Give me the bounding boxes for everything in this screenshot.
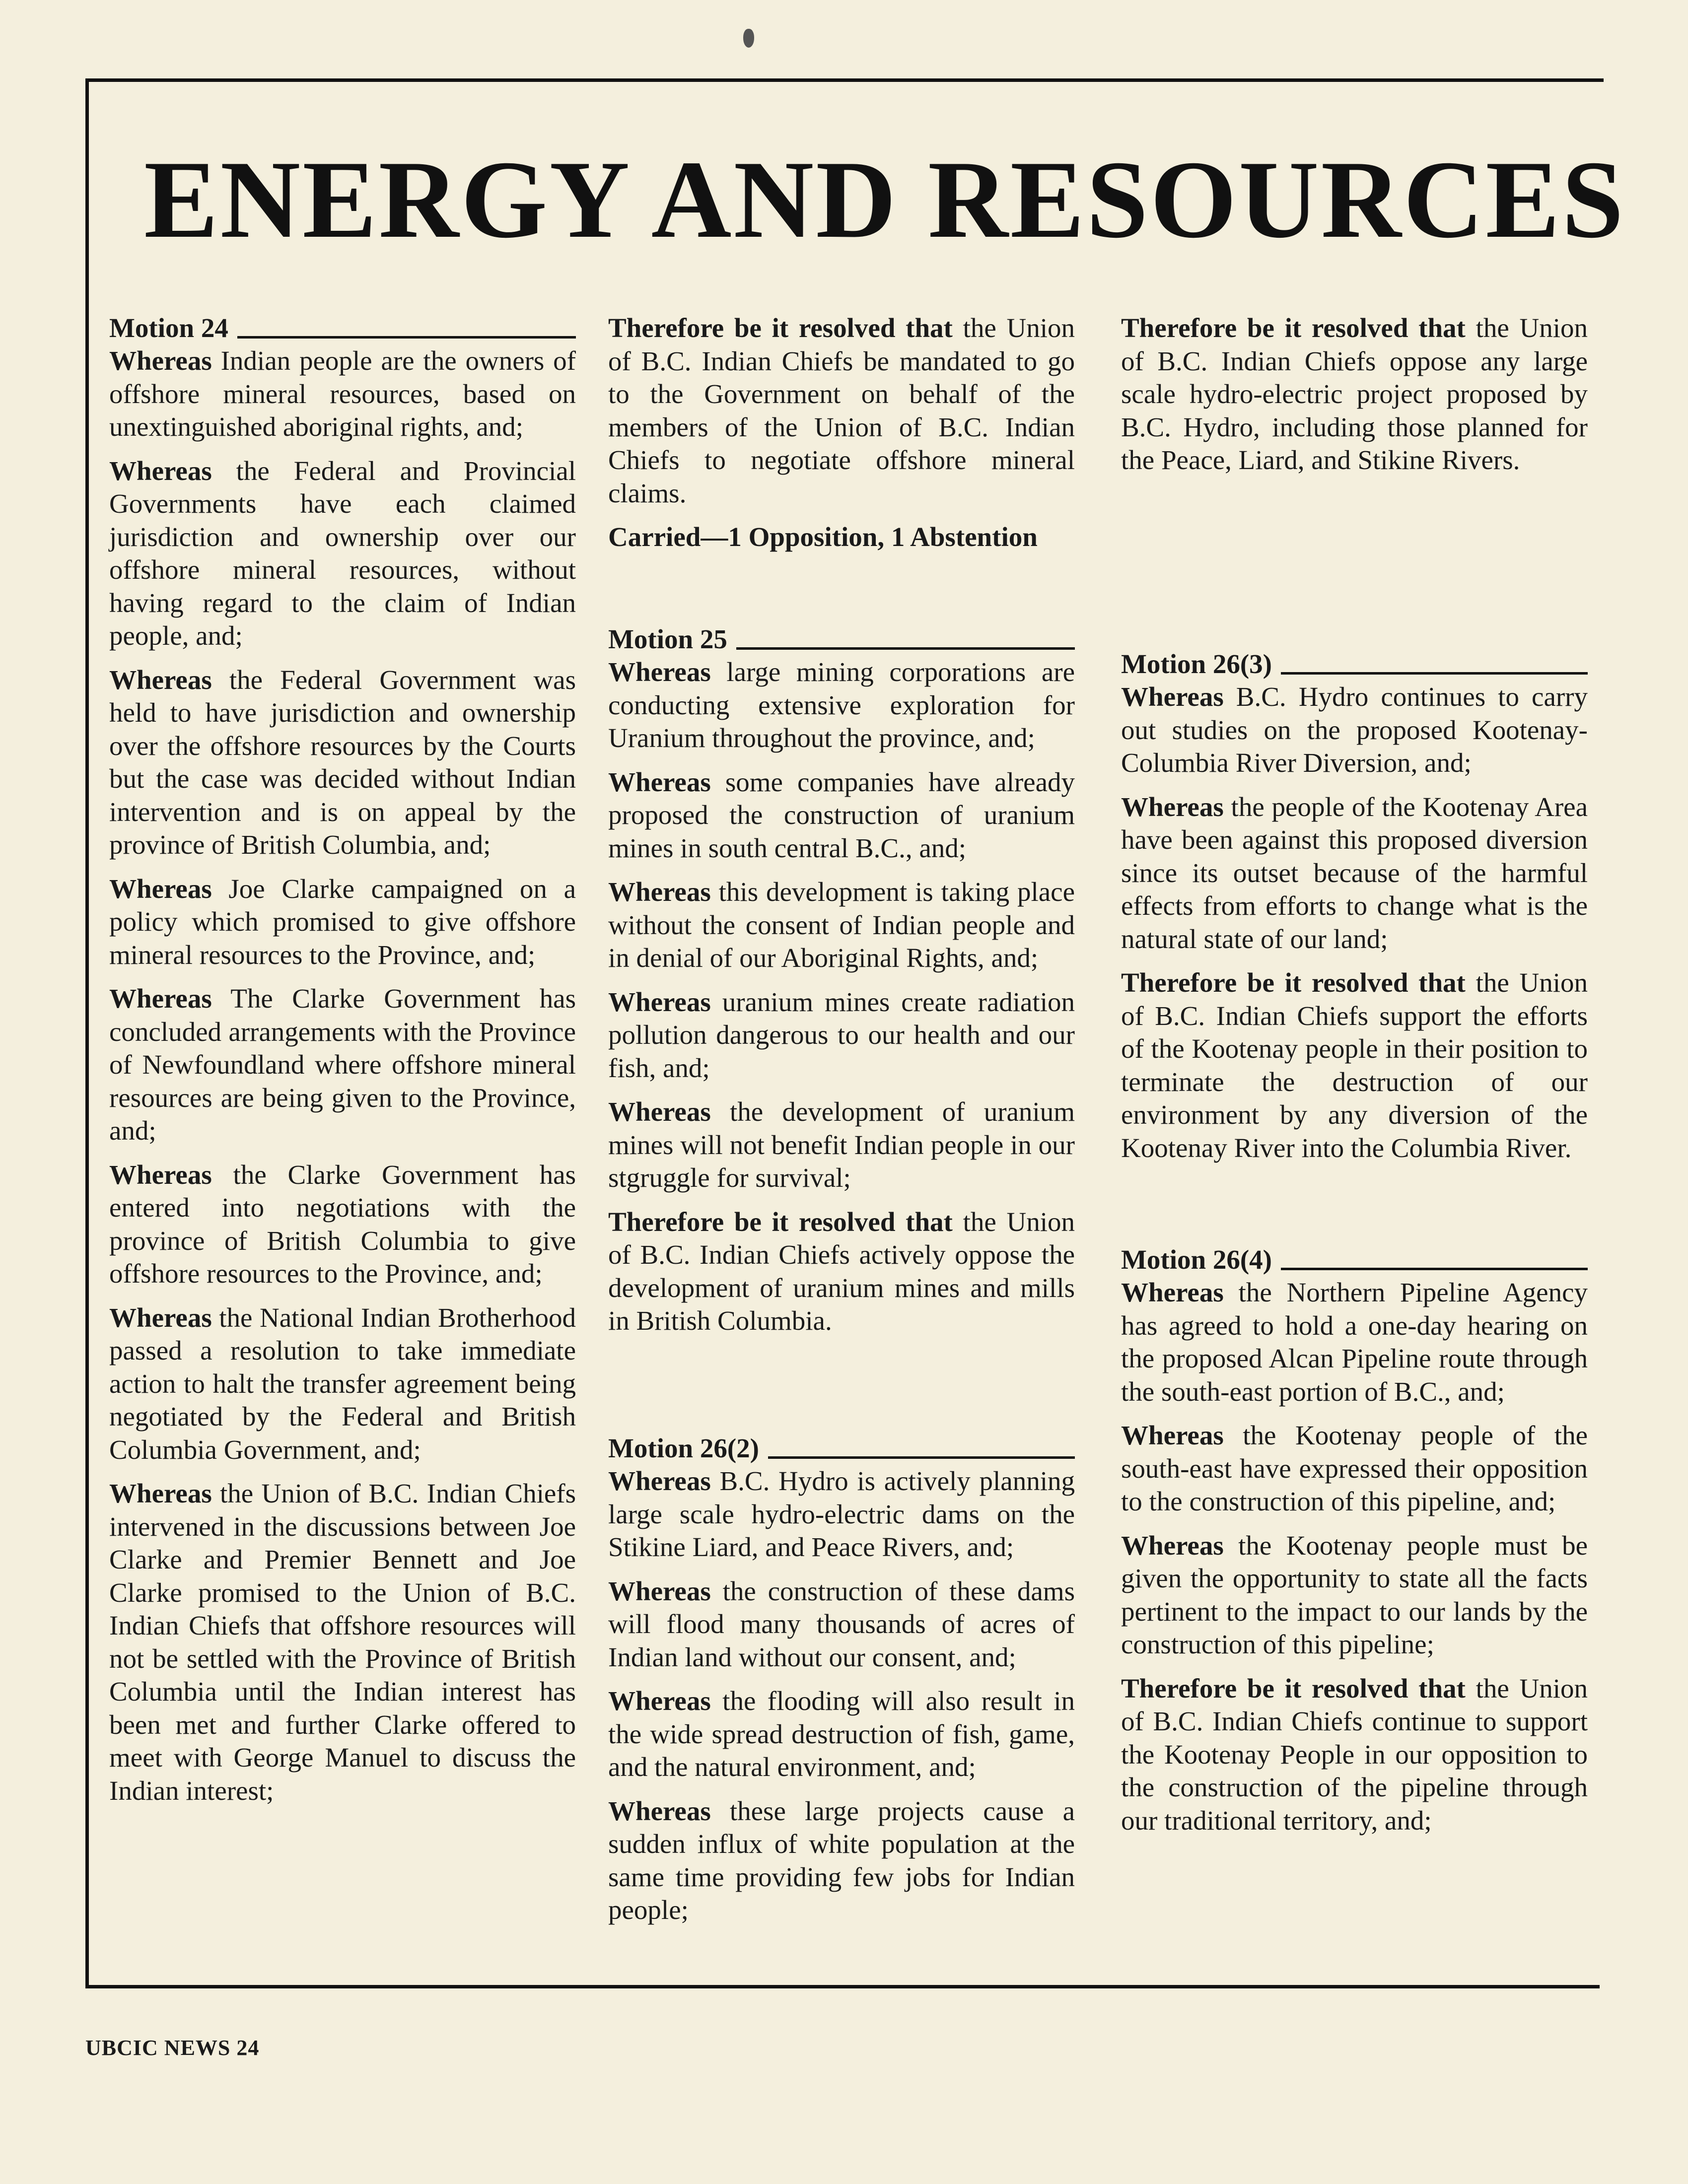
heading-rule [736, 647, 1075, 650]
motion-24-clause: Whereas The Clarke Government has concluded arrangements with the Province of Newfoundland where offshore mineral resources are being given to the Province, and; [109, 983, 576, 1146]
column-2-top [608, 312, 1075, 553]
motion-26-3-heading: Motion 26(3) [1121, 648, 1588, 681]
motion-24-clause: Whereas the Federal Government was held to have jurisdiction and ownership over the offshore resources by the Courts but the case was decided without Indian intervention and is on appeal by the province of British Columbia, and; [109, 664, 576, 860]
motion-24-clause: Whereas the National Indian Brotherhood passed a resolution to take immediate action to halt the transfer agreement being negotiated by the Federal and British Columbia Government, and; [109, 1302, 576, 1465]
motion-26-4-resolution: Therefore be it resolved that the Union of B.C. Indian Chiefs continue to support the Kootenay People in our opposition to the construction of the pipeline through our traditional territory, and; [1121, 1673, 1588, 1836]
motion-26-4-heading: Motion 26(4) [1121, 1243, 1588, 1276]
heading-rule [1281, 672, 1588, 675]
motion-26-3-block [1121, 648, 1588, 1175]
motion-25-clause: Whereas some companies have already proposed the construction of uranium mines in south central B.C., and; [608, 766, 1075, 863]
motion-26-2-resolution: Therefore be it resolved that the Union of B.C. Indian Chiefs oppose any large scale hydro-electric project proposed by B.C. Hydro, including those planned for the Peace, Liard, and Stikine Rivers. [1121, 313, 1588, 475]
motion-24-resolution: Therefore be it resolved that the Union of B.C. Indian Chiefs be mandated to go to the Government on behalf of the members of the Union of B.C. Indian Chiefs to negotiate offshore mineral claims. [608, 313, 1075, 508]
page-footer: UBCIC NEWS 24 [85, 2036, 260, 2060]
motion-26-3-clause: Whereas B.C. Hydro continues to carry out studies on the proposed Kootenay-Columbia River Diversion, and; [1121, 682, 1588, 778]
page-title: ENERGY AND RESOURCES [144, 138, 1626, 261]
motion-26-2-clause: Whereas the construction of these dams will flood many thousands of acres of Indian land without our consent, and; [608, 1575, 1075, 1672]
motion-25-block [608, 623, 1075, 1349]
motion-25-clause: Whereas uranium mines create radiation pollution dangerous to our health and our fish, and; [608, 986, 1075, 1083]
motion-26-2-heading: Motion 26(2) [608, 1432, 1075, 1465]
motion-24-result: Carried—1 Opposition, 1 Abstention [608, 522, 1038, 552]
motion-26-4-block [1121, 1243, 1588, 1848]
ink-blot [743, 29, 754, 48]
motion-25-clause: Whereas large mining corporations are conducting extensive exploration for Uranium throughout the province, and; [608, 657, 1075, 753]
motion-26-2-clause: Whereas these large projects cause a sudden influx of white population at the same time providing few jobs for Indian people; [608, 1795, 1075, 1925]
heading-rule [768, 1456, 1075, 1459]
column-3-top [1121, 312, 1588, 488]
heading-rule [1281, 1268, 1588, 1270]
motion-26-4-clause: Whereas the Kootenay people must be given the opportunity to state all the facts pertinent to the impact to our lands by the construction of this pipeline; [1121, 1530, 1588, 1659]
motion-26-3-resolution: Therefore be it resolved that the Union of B.C. Indian Chiefs support the efforts of the Kootenay people in their position to terminate the destruction of our environment by any diversion of the Kootenay River into the Columbia River. [1121, 967, 1588, 1163]
motion-26-4-clause: Whereas the Northern Pipeline Agency has agreed to hold a one-day hearing on the proposed Alcan Pipeline route through the south-east portion of B.C., and; [1121, 1277, 1588, 1407]
motion-25-heading: Motion 25 [608, 623, 1075, 656]
motion-24-clause: Whereas Indian people are the owners of offshore mineral resources, based on unextinguished aboriginal rights, and; [109, 345, 576, 442]
motion-24-clause: Whereas the Clarke Government has entered into negotiations with the province of British Columbia to give offshore resources to the Province, and; [109, 1159, 576, 1289]
motion-26-4-clause: Whereas the Kootenay people of the south-east have expressed their opposition to the construction of this pipeline, and; [1121, 1420, 1588, 1516]
frame-rule-end [1600, 78, 1604, 82]
motion-24-clause: Whereas the Union of B.C. Indian Chiefs intervened in the discussions between Joe Clarke and Premier Bennett and Joe Clarke promised to the Union of B.C. Indian Chiefs that offshore resources will not be settled with the Province of British Columbia until the Indian interest has been met and further Clarke offered to meet with George Manuel to discuss the Indian interest; [109, 1478, 576, 1806]
motion-26-2-clause: Whereas the flooding will also result in the wide spread destruction of fish, game, and the natural environment, and; [608, 1686, 1075, 1782]
column-1 [109, 312, 576, 1818]
heading-rule [237, 336, 576, 339]
motion-25-resolution: Therefore be it resolved that the Union of B.C. Indian Chiefs actively oppose the development of uranium mines and mills in British Columbia. [608, 1206, 1075, 1336]
motion-25-clause: Whereas this development is taking place without the consent of Indian people and in denial of our Aboriginal Rights, and; [608, 877, 1075, 973]
motion-25-clause: Whereas the development of uranium mines will not benefit Indian people in our stgruggle for survival; [608, 1096, 1075, 1193]
motion-24-clause: Whereas Joe Clarke campaigned on a policy which promised to give offshore mineral resources to the Province, and; [109, 873, 576, 970]
motion-26-2-clause: Whereas B.C. Hydro is actively planning large scale hydro-electric dams on the Stikine Liard, and Peace Rivers, and; [608, 1466, 1075, 1562]
motion-24-heading: Motion 24 [109, 312, 576, 344]
motion-26-2-block [608, 1432, 1075, 1938]
motion-24-clause: Whereas the Federal and Provincial Governments have each claimed jurisdiction and ownership over our offshore mineral resources, without having regard to the claim of Indian people, and; [109, 455, 576, 651]
motion-26-3-clause: Whereas the people of the Kootenay Area have been against this proposed diversion since its outset because of the harmful effects from efforts to change what is the natural state of our land; [1121, 791, 1588, 954]
